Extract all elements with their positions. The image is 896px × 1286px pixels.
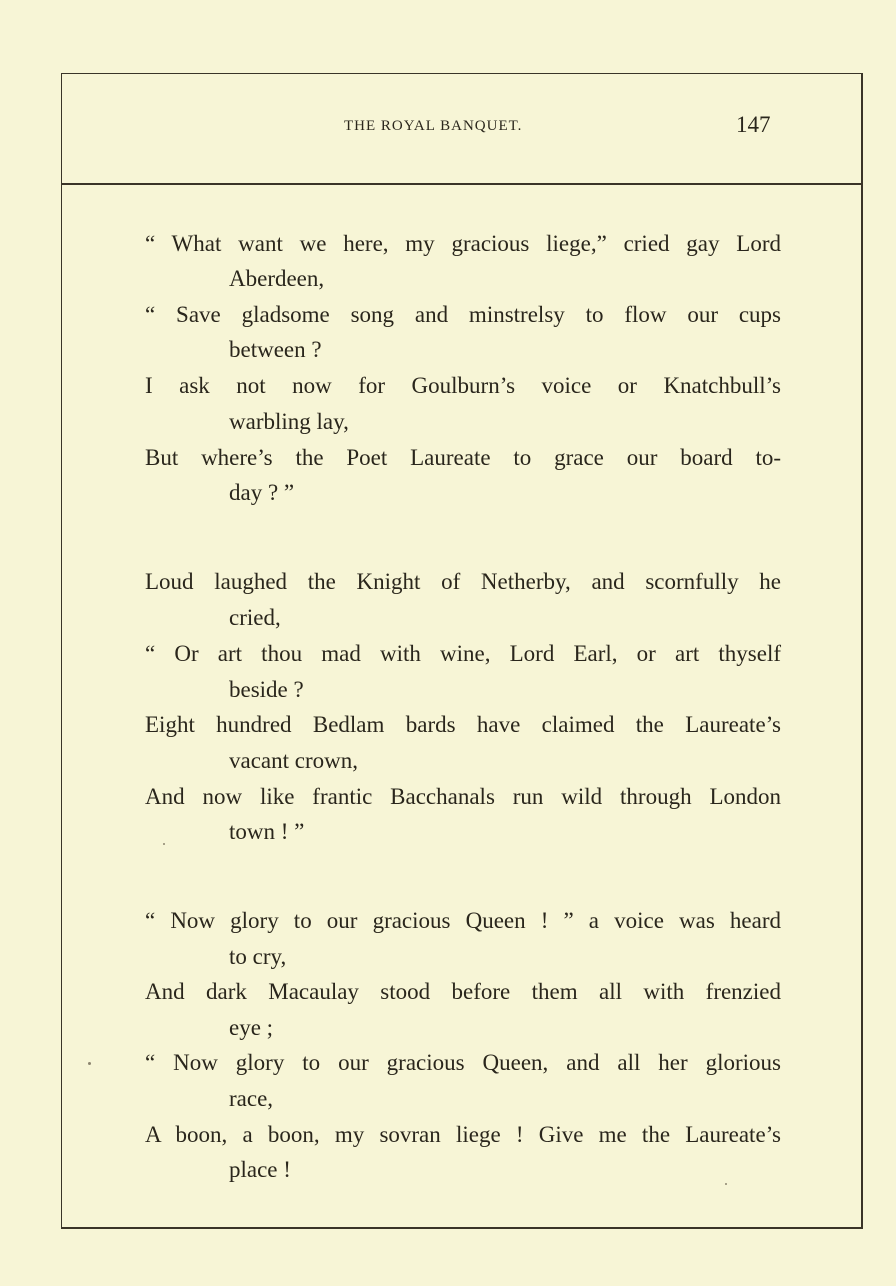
verse-line-continuation: warbling lay,	[229, 409, 349, 434]
paper-speck	[163, 843, 165, 845]
verse-line-continuation: to cry,	[229, 944, 287, 969]
frame-left-rule	[61, 73, 62, 1229]
paper-speck	[88, 1062, 91, 1065]
frame-right-rule	[861, 73, 863, 1229]
verse-line-continuation: beside ?	[229, 677, 304, 702]
page-number: 147	[736, 112, 771, 137]
verse-line: But where’s the Poet Laureate to grace our board to-	[145, 445, 781, 470]
verse-line: “ What want we here, my gracious liege,” cried gay Lord	[145, 231, 781, 256]
verse-line: Eight hundred Bedlam bards have claimed the Laureate’s	[145, 712, 781, 737]
paper-speck	[725, 1183, 727, 1185]
verse-line: And now like frantic Bacchanals run wild through London	[145, 784, 781, 809]
verse-line-continuation: vacant crown,	[229, 748, 358, 773]
verse-line: “ Now glory to our gracious Queen, and all her glorious	[145, 1050, 781, 1075]
verse-line-continuation: race,	[229, 1086, 274, 1111]
verse-line-continuation: between ?	[229, 337, 322, 362]
frame-top-rule	[61, 73, 863, 74]
verse-line-continuation: town ! ”	[229, 819, 305, 844]
verse-line: And dark Macaulay stood before them all with frenzied	[145, 979, 781, 1004]
verse-line: “ Save gladsome song and minstrelsy to flow our cups	[145, 302, 781, 327]
verse-line-continuation: place !	[229, 1157, 291, 1182]
verse-line-continuation: day ? ”	[229, 480, 295, 505]
verse-line: I ask not now for Goulburn’s voice or Knatchbull’s	[145, 373, 781, 398]
verse-line: “ Now glory to our gracious Queen ! ” a voice was heard	[145, 908, 781, 933]
frame-bottom-rule	[61, 1227, 863, 1229]
verse-line-continuation: Aberdeen,	[229, 266, 325, 291]
header-bottom-rule	[61, 183, 863, 185]
verse-line: A boon, a boon, my sovran liege ! Give me the Laureate’s	[145, 1122, 781, 1147]
running-title: THE ROYAL BANQUET.	[344, 118, 523, 134]
verse-line: “ Or art thou mad with wine, Lord Earl, or art thyself	[145, 641, 781, 666]
verse-line-continuation: eye ;	[229, 1015, 274, 1040]
verse-line-continuation: cried,	[229, 605, 281, 630]
verse-line: Loud laughed the Knight of Netherby, and scornfully he	[145, 569, 781, 594]
